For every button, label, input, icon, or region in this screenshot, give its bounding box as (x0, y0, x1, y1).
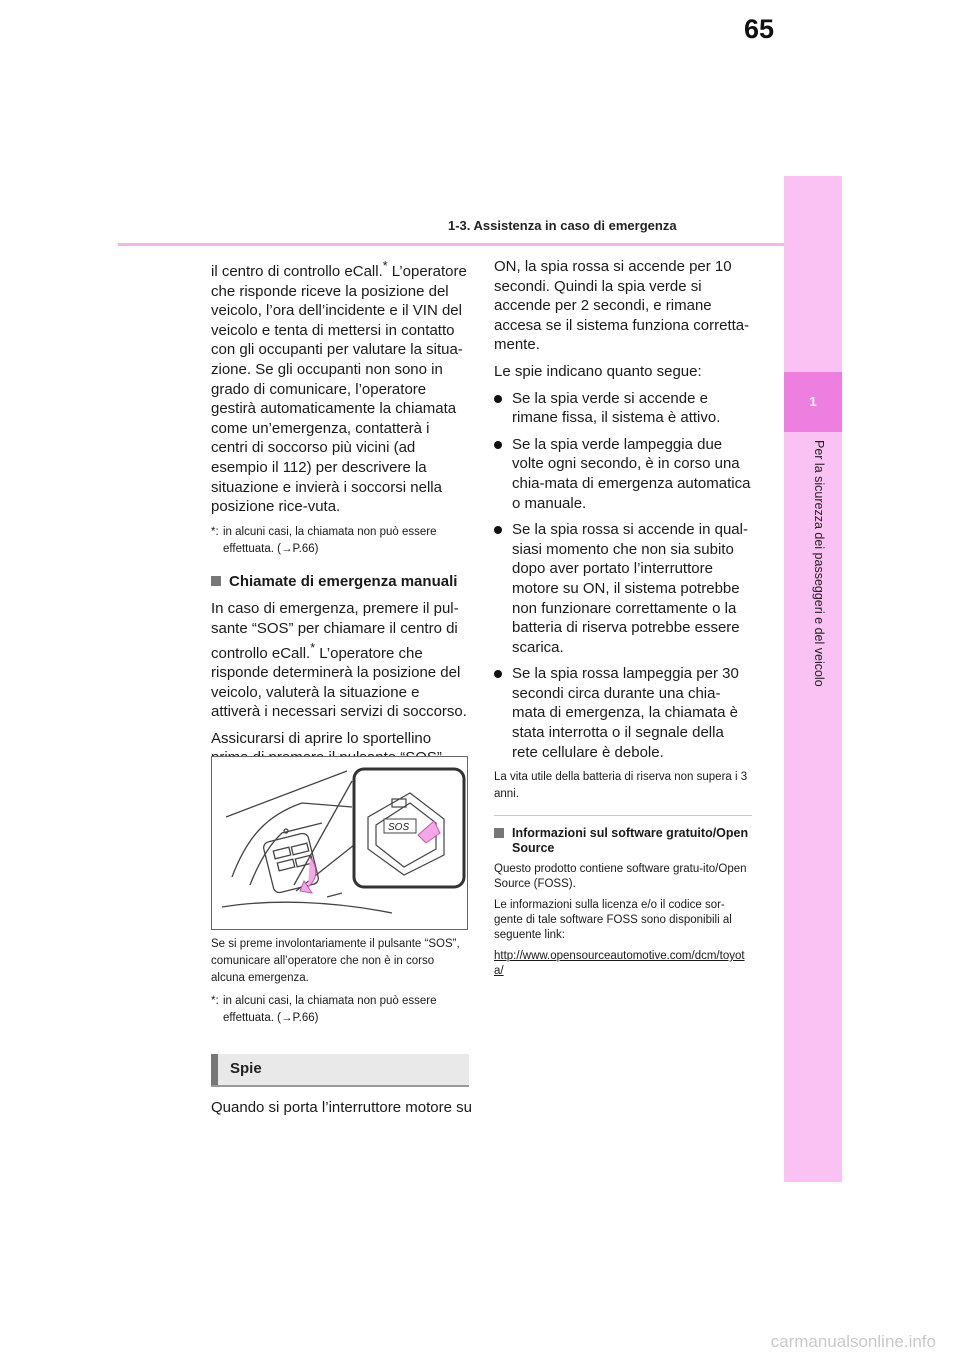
divider (494, 815, 752, 816)
list-item: Se la spia rossa si accende in qual-siasi momento che non sia subito dopo aver portato l’interruttore motore su ON, il sistema potrebbe non funzionare correttamente o la batteria di riserva potrebbe essere scarica. (494, 520, 752, 657)
battery-note: La vita utile della batteria di riserva non supera i 3 anni. (494, 771, 748, 801)
watermark: carmanualsonline.info (770, 1332, 936, 1351)
list-item: Se la spia verde lampeggia due volte ogni secondo, è in corso una chia-mata di emergenza automatica o manuale. (494, 435, 752, 513)
chapter-number: 1 (809, 394, 817, 409)
square-bullet-icon (211, 576, 221, 586)
bullet-icon (494, 526, 502, 534)
right-column (494, 257, 752, 985)
indicator-intro: Le spie indicano quanto segue: (494, 362, 702, 380)
manual-calls-heading: Chiamate di emergenza manuali (211, 572, 469, 592)
after-section-text: Quando si porta l’interruttore motore su (211, 1099, 472, 1116)
oss-heading: Informazioni sul software gratuito/Open Source (494, 826, 752, 856)
figure-caption: Se si preme involontariamente il pulsante “SOS”, comunicare all’operatore che non è in corso alcuna emergenza. (211, 938, 460, 984)
section-heading-band (211, 1054, 469, 1086)
chapter-tab (784, 372, 842, 432)
list-item: Se la spia verde si accende e rimane fissa, il sistema è attivo. (494, 389, 752, 428)
chapter-label: Per la sicurezza dei passeggeri e del veicolo (812, 440, 826, 687)
list-item: Se la spia rossa lampeggia per 30 secondi circa durante una chia-mata di emergenza, la chiamata è stata interrotta o il segnale della rete cellulare è debole. (494, 664, 752, 762)
manual-calls-paragraph: In caso di emergenza, premere il pul-sante “SOS” per chiamare il centro di controllo eCall.* L’operatore che risponde determinerà la posizione del veicolo, valuterà la situazione e attiverà i necessari servizi di soccorso. (211, 600, 467, 721)
overhead-console-drawing (212, 757, 467, 929)
header-rule (118, 243, 784, 246)
open-cover-paragraph: Assicurarsi di aprire lo sportellino (211, 729, 432, 747)
oss-paragraph: Le informazioni sulla licenza e/o il codice sor-gente di tale software FOSS sono disponibili al seguente link: (494, 899, 732, 942)
square-bullet-icon (494, 828, 504, 838)
figure-caption-block (211, 936, 469, 1033)
page-number: 65 (744, 14, 775, 44)
bullet-icon (494, 670, 502, 678)
footnote: *: in alcuni casi, la chiamata non può essere effettuata. (→P.66) (211, 995, 437, 1024)
sos-label (384, 819, 416, 833)
sos-button-illustration (211, 756, 468, 930)
intro-paragraph: il centro di controllo eCall.* L’operatore che risponde riceve la posizione del veicolo, l’ora dell’incidente e il VIN del veicolo e tenta di mettersi in contatto con gli occupanti per valutare la situa-zione. Se gli occupanti non sono in grado di comunicare, l’operatore gestirà automaticamente la chiamata come un’emergenza, contatterà i centri di soccorso più vicini (ad esempio il 112) per descrivere la situazione e invierà i soccorsi nella posizione rice-vuta. (211, 259, 467, 516)
footnote: *: in alcuni casi, la chiamata non può essere effettuata. (→P.66) (211, 525, 437, 555)
oss-paragraph: Questo prodotto contiene software gratu-ito/Open Source (FOSS). (494, 863, 747, 891)
indicator-paragraph: ON, la spia rossa si accende per 10 secondi. Quindi la spia verde si accende per 2 secondi, e rimane accesa se il sistema funziona corretta-mente. (494, 258, 750, 354)
bullet-icon (494, 441, 502, 449)
svg-text:SOS: SOS (388, 822, 410, 833)
left-column (211, 257, 469, 775)
footnote-star: * (382, 259, 388, 273)
section-heading-rule (211, 1085, 469, 1087)
section-title: 1-3. Assistenza in caso di emergenza (448, 218, 677, 233)
bullet-icon (494, 395, 502, 403)
oss-link[interactable]: http://www.opensourceautomotive.com/dcm/toyota/ (494, 950, 745, 978)
section-heading: Spie (230, 1060, 262, 1077)
